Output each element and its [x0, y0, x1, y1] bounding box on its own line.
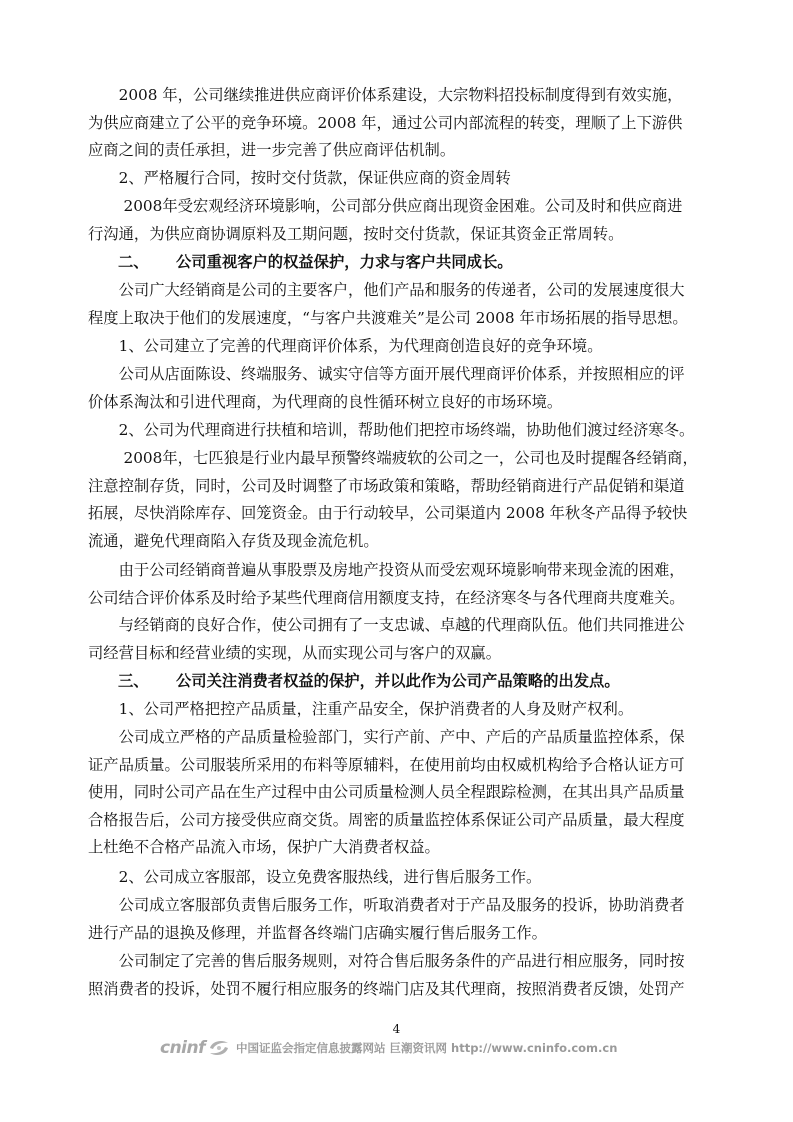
heading-line — [88, 249, 708, 277]
text-line: 2008年，七匹狼是行业内最早预警终端疲软的公司之一，公司也及时提醒各经销商， — [88, 449, 698, 467]
text-line: 流通，避免代理商陷入存货及现金流危机。 — [88, 531, 379, 550]
text-line: 2、严格履行合同，按时交付货款，保证供应商的资金周转 — [88, 169, 511, 187]
paragraph — [88, 361, 708, 416]
text-line: 公司成立客服部负责售后服务工作，听取消费者对于产品及服务的投诉，协助消费者 — [88, 896, 685, 914]
text-line: 合格报告后，公司方接受供应商交货。周密的质量监控体系保证公司产品质量，最大程度 — [88, 810, 685, 829]
page-number: 4 — [392, 1022, 401, 1036]
text-line: 程度上取决于他们的发展速度，“与客户共渡难关”是公司 2008 年市场拓展的指导思想。 — [88, 308, 688, 327]
section-heading — [88, 249, 708, 277]
text-line: 公司广大经销商是公司的主要客户，他们产品和服务的传递者，公司的发展速度很大 — [88, 281, 685, 299]
text-line: 照消费者的投诉，处罚不履行相应服务的终端门店及其代理商，按照消费者反馈，处罚产 — [88, 979, 685, 998]
text-line: 2008年受宏观经济环境影响，公司部分供应商出现资金困难。公司及时和供应商进 — [88, 197, 683, 215]
text-line: 行沟通，为供应商协调原料及工期问题，按时交付货款，保证其资金正常周转。 — [88, 224, 624, 243]
paragraph — [88, 892, 708, 947]
text-line: 公司成立严格的产品质量检验部门，实行产前、产中、产后的产品质量监控体系，保 — [88, 728, 685, 746]
paragraph — [88, 333, 708, 361]
footer — [160, 1036, 617, 1060]
paragraph — [88, 277, 708, 332]
heading-text: 公司重视客户的权益保护，力求与客户共同成长。 — [176, 253, 513, 271]
paragraph — [88, 696, 708, 724]
text-line: 注意控制存货，同时，公司及时调整了市场政策和策略，帮助经销商进行产品促销和渠道 — [88, 476, 685, 495]
cninfo-swirl-icon — [208, 1039, 230, 1057]
text-line: 为供应商建立了公平的竞争环境。2008 年，通过公司内部流程的转变，理顺了上下游供 — [88, 113, 683, 132]
paragraph — [88, 724, 708, 862]
logo-text: cninf — [160, 1038, 206, 1058]
paragraph — [88, 557, 708, 612]
text-line: 由于公司经销商普遍从事股票及房地产投资从而受宏观环境影响带来现金流的困难， — [88, 561, 685, 579]
text-line: 应商之间的责任承担，进一步完善了供应商评估机制。 — [88, 141, 456, 160]
paragraph — [88, 948, 708, 1003]
text-line: 公司结合评价体系及时给予某些代理商信用额度支持，在经济寒冬与各代理商共度难关。 — [88, 588, 685, 607]
text-line: 上杜绝不合格产品流入市场，保护广大消费者权益。 — [88, 838, 440, 857]
text-line: 拓展，尽快消除库存、回笼资金。由于行动较早，公司渠道内 2008 年秋冬产品得予较快 — [88, 504, 688, 523]
section-heading — [88, 668, 708, 696]
heading-line — [88, 668, 708, 696]
text-line: 证产品质量。公司服装所采用的布料等原辅料，在使用前均由权威机构给予合格认证方可 — [88, 755, 685, 774]
paragraph — [88, 417, 708, 445]
text-line: 2、公司成立客服部，设立免费客服热线，进行售后服务工作。 — [88, 868, 542, 886]
text-line: 司经营目标和经营业绩的实现，从而实现公司与客户的双赢。 — [88, 643, 502, 662]
heading-number: 二、 — [118, 253, 149, 271]
paragraph — [88, 193, 708, 248]
text-line: 2、公司为代理商进行扶植和培训，帮助他们把控市场终端，协助他们渡过经济寒冬。 — [88, 421, 695, 439]
text-line: 进行产品的退换及修理，并监督各终端门店确实履行售后服务工作。 — [88, 923, 547, 942]
paragraph — [88, 165, 708, 193]
text-line: 价体系淘汰和引进代理商，为代理商的良性循环树立良好的市场环境。 — [88, 392, 563, 411]
paragraph — [88, 864, 708, 892]
text-line: 与经销商的良好合作，使公司拥有了一支忠诚、卓越的代理商队伍。他们共同推进公 — [88, 616, 685, 634]
heading-text: 公司关注消费者权益的保护，并以此作为公司产品策略的出发点。 — [176, 672, 620, 690]
cninfo-logo — [160, 1038, 230, 1058]
footer-text: 中国证监会指定信息披露网站 巨潮资讯网 http://www.cninfo.com.cn — [236, 1041, 618, 1055]
paragraph — [88, 445, 708, 555]
text-line: 公司制定了完善的售后服务规则，对符合售后服务条件的产品进行相应服务，同时按 — [88, 952, 685, 970]
text-line: 使用，同时公司产品在生产过程中由公司质量检测人员全程跟踪检测，在其出具产品质量 — [88, 783, 685, 802]
heading-number: 三、 — [118, 672, 149, 690]
text-line: 1、公司建立了完善的代理商评价体系，为代理商创造良好的竞争环境。 — [88, 337, 603, 355]
text-line: 公司从店面陈设、终端服务、诚实守信等方面开展代理商评价体系，并按照相应的评 — [88, 365, 685, 383]
text-line: 2008 年，公司继续推进供应商评价体系建设，大宗物料招投标制度得到有效实施， — [88, 86, 683, 104]
paragraph — [88, 612, 708, 667]
paragraph — [88, 82, 708, 165]
text-line: 1、公司严格把控产品质量，注重产品安全，保护消费者的人身及财产权利。 — [88, 700, 634, 718]
